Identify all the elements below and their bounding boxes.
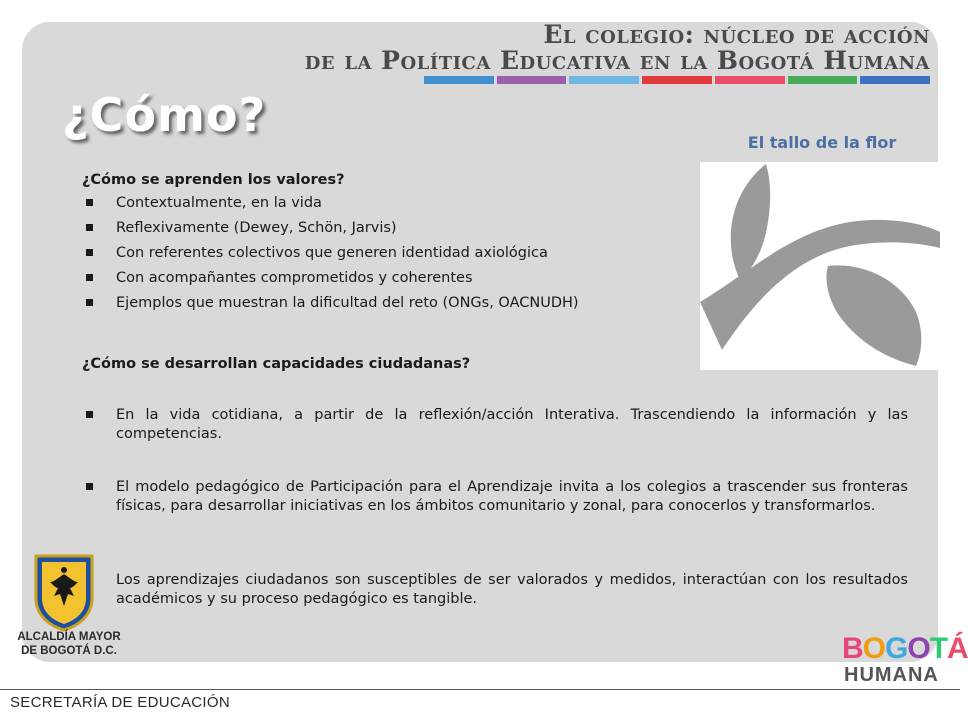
leaf-lower [826, 265, 921, 366]
bogota-humana-logo [842, 632, 968, 714]
slide-title: ¿Cómo? [62, 88, 267, 142]
logo-letter: O [907, 632, 930, 665]
list-item: Con acompañantes comprometidos y coherentes [82, 269, 579, 288]
header-color-bar [424, 76, 930, 84]
logo-word-humana: HUMANA [844, 664, 939, 686]
list-item: Ejemplos que muestran la dificultad del reto (ONGs, OACNUDH) [82, 294, 579, 313]
list-item: Contextualmente, en la vida [82, 194, 579, 213]
bullet-icon [86, 224, 93, 231]
bullet-icon [86, 249, 93, 256]
logo-word-bogota [842, 632, 968, 665]
bullet-icon [86, 199, 93, 206]
color-bar-segment [860, 76, 930, 84]
color-bar-segment [715, 76, 785, 84]
bullet-icon [86, 299, 93, 306]
list-item: Reflexivamente (Dewey, Schön, Jarvis) [82, 219, 579, 238]
logo-letter: T [929, 632, 948, 665]
section-values [82, 172, 579, 313]
bullet-icon [86, 274, 93, 281]
logo-letter: B [842, 632, 863, 665]
values-list [82, 194, 579, 313]
header-line-1: El colegio: núcleo de acción [543, 20, 930, 49]
paragraph-aprendizajes: Los aprendizajes ciudadanos son susceptibles de ser valorados y medidos, interactúan con los resultados académicos y su proceso pedagógico es tangible. [116, 572, 908, 607]
header-line-2: de la Política Educativa en la Bogotá Humana [304, 46, 930, 75]
question-capacities: ¿Cómo se desarrollan capacidades ciudadanas? [82, 356, 471, 372]
header-title [305, 22, 930, 74]
list-item: Con referentes colectivos que generen identidad axiológica [82, 244, 579, 263]
leaf-stem-icon [700, 162, 944, 370]
color-bar-segment [497, 76, 567, 84]
alcaldia-label: ALCALDÍA MAYOR DE BOGOTÁ D.C. [17, 631, 121, 657]
leaf-subtitle: El tallo de la flor [747, 133, 897, 152]
bullet-icon [86, 411, 93, 418]
footer-divider [0, 689, 960, 690]
bullet-icon [86, 483, 93, 490]
logo-letter: O [862, 632, 886, 665]
color-bar-segment [642, 76, 712, 84]
bogota-shield-icon [28, 552, 100, 632]
paragraph-cotidiana: En la vida cotidiana, a partir de la reflexión/acción Interativa. Trascendiendo la información y las competencias. [82, 406, 908, 444]
question-values: ¿Cómo se aprenden los valores? [82, 172, 345, 188]
leaf-illustration [700, 162, 944, 370]
paragraph-modelo: El modelo pedagógico de Participación para el Aprendizaje invita a los colegios a trascender sus fronteras físicas, para desarrollar iniciativas en los ámbitos comunitario y zonal, para conocerlos y transformarlos. [82, 478, 908, 516]
logo-letter: Á [947, 632, 968, 665]
color-bar-segment [788, 76, 858, 84]
footer-label: SECRETARÍA DE EDUCACIÓN [10, 694, 230, 711]
color-bar-segment [424, 76, 494, 84]
color-bar-segment [569, 76, 639, 84]
logo-letter: G [885, 632, 908, 665]
